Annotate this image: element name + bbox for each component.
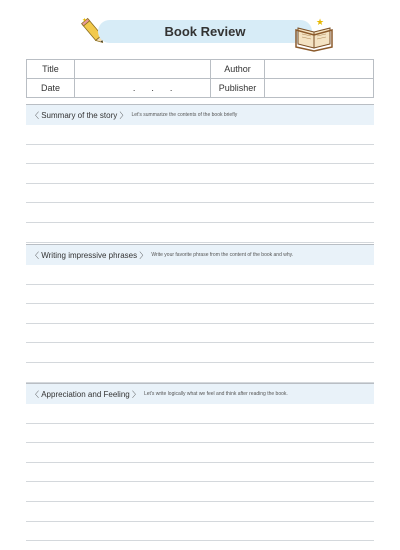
section-subtitle: Write your favorite phrase from the content of the book and why.	[151, 252, 294, 258]
title-banner	[98, 20, 312, 43]
section-header	[26, 383, 374, 404]
writing-lines[interactable]	[26, 125, 374, 243]
writing-lines[interactable]	[26, 404, 374, 541]
title-field[interactable]	[74, 60, 211, 79]
author-label: Author	[211, 60, 264, 79]
table-row	[27, 79, 374, 98]
svg-text:★: ★	[316, 17, 325, 27]
date-separator: .	[132, 83, 136, 93]
date-label: Date	[27, 79, 75, 98]
impressive-phrases-section	[26, 244, 374, 383]
page-title: Book Review	[164, 24, 246, 39]
section-title: 〈 Summary of the story 〉	[31, 110, 128, 120]
publisher-field[interactable]	[264, 79, 373, 98]
section-title: 〈 Appreciation and Feeling 〉	[31, 389, 140, 399]
book-info-table	[26, 59, 374, 98]
publisher-label: Publisher	[211, 79, 264, 98]
writing-lines[interactable]	[26, 265, 374, 383]
summary-section	[26, 104, 374, 243]
author-field[interactable]	[264, 60, 373, 79]
section-subtitle: Let's summarize the contents of the book briefly	[131, 112, 238, 118]
date-separator: .	[151, 83, 154, 93]
section-title: 〈 Writing impressive phrases 〉	[31, 250, 148, 260]
date-separator: .	[169, 83, 173, 93]
appreciation-section	[26, 383, 374, 541]
svg-text:✦: ✦	[82, 18, 88, 24]
table-row	[27, 60, 374, 79]
section-subtitle: Let's write logically what we feel and think after reading the book.	[143, 391, 288, 397]
section-header	[26, 104, 374, 125]
section-header	[26, 244, 374, 265]
title-label: Title	[27, 60, 75, 79]
date-field[interactable]	[74, 79, 211, 98]
book-icon	[294, 16, 334, 52]
